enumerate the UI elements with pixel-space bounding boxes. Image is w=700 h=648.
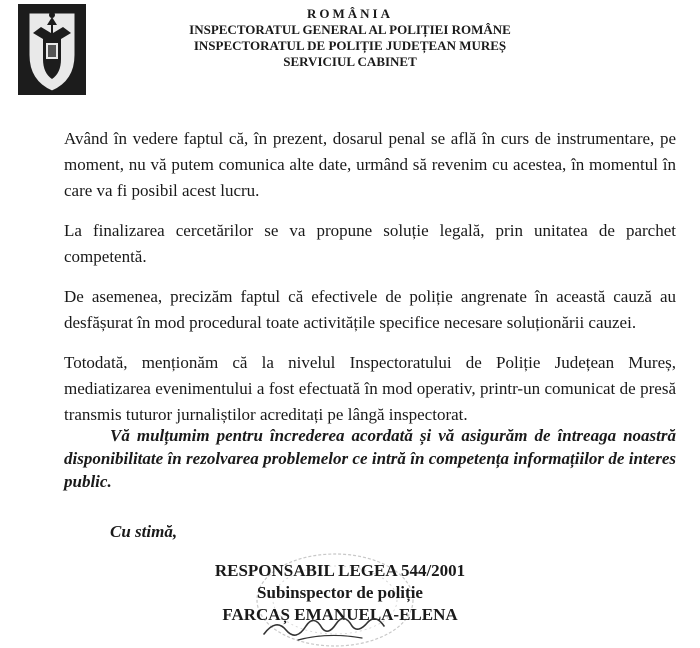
paragraph-3: De asemenea, precizăm faptul că efectivele de poliție angrenate în această cauză au desfășurat în mod procedural toate activitățile specifice necesare soluționării cauzei.: [64, 287, 676, 332]
regards-line: Cu stimă,: [110, 522, 178, 541]
paragraph-4: Totodată, menționăm că la nivelul Inspectoratului de Poliție Județean Mureș, mediatizarea evenimentului a fost efectuată în mod operativ, printr-un comunicat de presă transmis tuturor jurnaliștilor acreditați pe lângă inspectorat.: [64, 353, 676, 424]
header-county-inspectorate: INSPECTORATUL DE POLIȚIE JUDEȚEAN MUREȘ: [193, 38, 507, 53]
paragraph-2: La finalizarea cercetărilor se va propune soluție legală, prin unitatea de parchet competentă.: [64, 221, 676, 266]
header-department: SERVICIUL CABINET: [283, 54, 417, 69]
romanian-coat-of-arms-icon: [17, 3, 87, 96]
header-institution: INSPECTORATUL GENERAL AL POLIȚIEI ROMÂNE: [189, 22, 511, 37]
header-country: ROMÂNIA: [307, 6, 393, 21]
signature-title: RESPONSABIL LEGEA 544/2001: [214, 561, 466, 580]
signature-name: FARCAȘ EMANUELA-ELENA: [222, 605, 458, 624]
paragraph-1: Având în vedere faptul că, în prezent, dosarul penal se află în curs de instrumentare, pe moment, nu vă putem comunica alte date, urmând să revenim cu acestea, în momentul în care va fi posibil acest lucru.: [64, 129, 676, 200]
signature-block: [190, 560, 490, 626]
document-header: [150, 6, 550, 70]
closing-text: Vă mulțumim pentru încrederea acordată și vă asigurăm de întreaga noastră disponibilitate în rezolvarea problemelor ce intră în competența informațiilor de interes public.: [64, 426, 676, 491]
closing-statement: [64, 424, 676, 493]
letter-body: [64, 126, 676, 442]
signature-rank: Subinspector de poliție: [257, 583, 423, 602]
